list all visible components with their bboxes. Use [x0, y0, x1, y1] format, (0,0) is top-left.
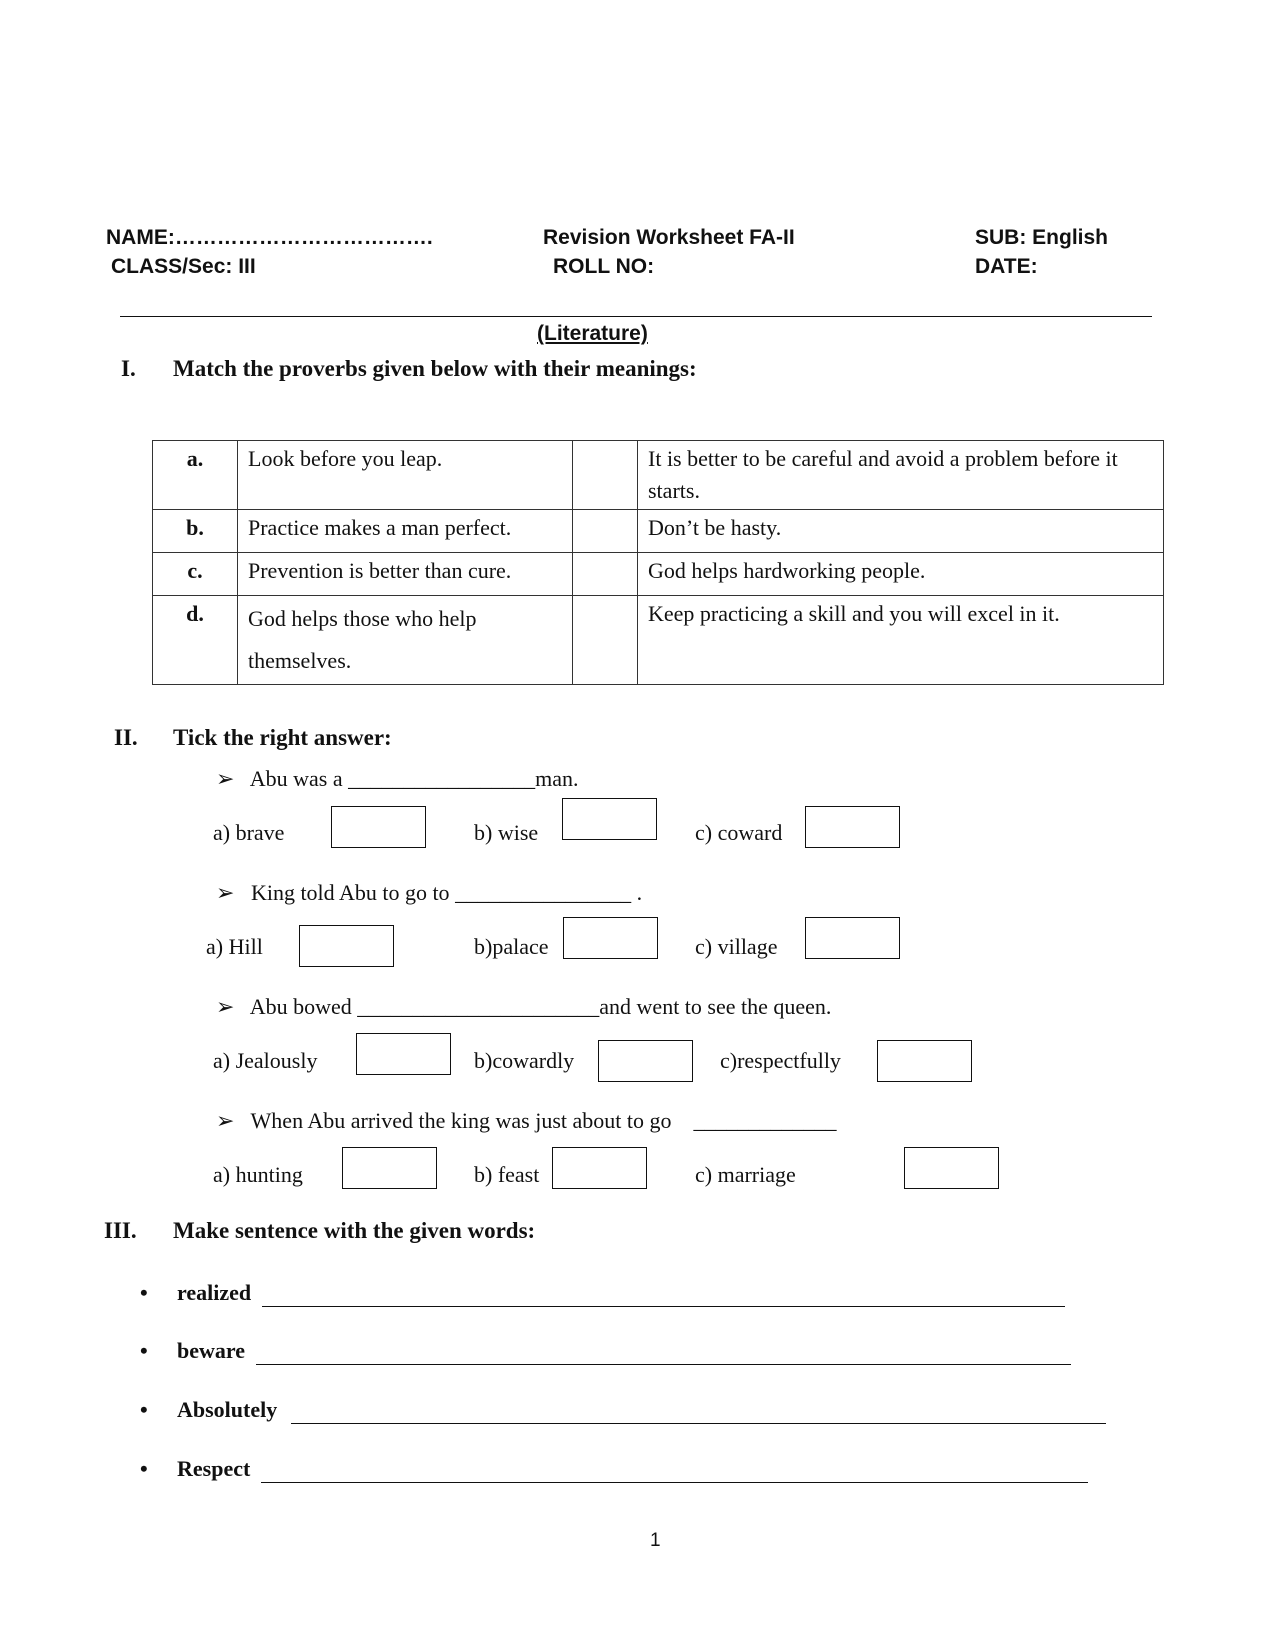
proverb-cell: Practice makes a man perfect.: [238, 510, 573, 553]
answer-blank: ______________________: [357, 994, 600, 1019]
section-1-number: I.: [121, 356, 136, 381]
option-label: a) brave: [213, 820, 285, 845]
bullet-icon: •: [140, 1280, 148, 1305]
question-text: Abu bowed: [249, 994, 352, 1019]
option-label: b)palace: [474, 934, 549, 959]
tick-box[interactable]: [342, 1147, 437, 1189]
arrow-bullet-icon: ➢: [216, 1108, 235, 1133]
subject-label: SUB: English: [975, 226, 1109, 249]
tick-box[interactable]: [356, 1033, 451, 1075]
meaning-cell: Keep practicing a skill and you will excel in it.: [638, 596, 1164, 685]
worksheet-title: Revision Worksheet FA-II: [543, 226, 795, 249]
word-label: realized: [177, 1280, 252, 1305]
option-label: b) wise: [474, 820, 539, 845]
meaning-cell: It is better to be careful and avoid a problem before it starts.: [638, 441, 1164, 510]
arrow-bullet-icon: ➢: [216, 880, 235, 905]
row-letter: a.: [153, 441, 238, 510]
section-2-number: II.: [114, 725, 138, 750]
proverb-cell: Prevention is better than cure.: [238, 553, 573, 596]
arrow-bullet-icon: ➢: [216, 766, 235, 791]
row-letter: d.: [153, 596, 238, 685]
tick-box[interactable]: [598, 1040, 693, 1082]
answer-cell[interactable]: [573, 441, 638, 510]
row-letter: b.: [153, 510, 238, 553]
class-label: CLASS/Sec: III: [111, 255, 256, 278]
question-3: [216, 994, 831, 1020]
option-label: a) Hill: [206, 934, 263, 959]
question-2: [216, 880, 642, 906]
option-label: c) coward: [695, 820, 783, 845]
word-label: beware: [177, 1338, 246, 1363]
question-text-end: and went to see the queen.: [599, 994, 832, 1019]
bullet-icon: •: [140, 1338, 148, 1363]
table-row: [153, 441, 1164, 510]
header-divider: [120, 316, 1152, 317]
question-text-end: man.: [535, 766, 579, 791]
arrow-bullet-icon: ➢: [216, 994, 235, 1019]
proverb-cell: Look before you leap.: [238, 441, 573, 510]
question-1: [216, 766, 579, 792]
answer-cell[interactable]: [573, 510, 638, 553]
answer-cell[interactable]: [573, 596, 638, 685]
answer-blank: ________________: [455, 880, 632, 905]
meaning-cell: Don’t be hasty.: [638, 510, 1164, 553]
question-text-end: .: [631, 880, 643, 905]
question-text: King told Abu to go to: [250, 880, 450, 905]
bullet-icon: •: [140, 1456, 148, 1481]
question-4: [216, 1108, 837, 1134]
bullet-icon: •: [140, 1397, 148, 1422]
section-3-number: III.: [104, 1218, 137, 1243]
answer-blank: _________________: [348, 766, 536, 791]
tick-box[interactable]: [552, 1147, 647, 1189]
literature-heading: (Literature): [537, 322, 648, 345]
word-label: Absolutely: [177, 1397, 278, 1422]
page-number: 1: [650, 1530, 661, 1551]
option-label: c)respectfully: [720, 1048, 841, 1073]
row-letter: c.: [153, 553, 238, 596]
option-label: a) hunting: [213, 1162, 303, 1187]
tick-box[interactable]: [805, 806, 900, 848]
answer-blank: _____________: [693, 1108, 837, 1133]
option-label: c) marriage: [695, 1162, 796, 1187]
section-1-title: Match the proverbs given below with their meanings:: [173, 356, 697, 381]
word-label: Respect: [177, 1456, 251, 1481]
answer-line[interactable]: [291, 1423, 1106, 1424]
table-row: [153, 510, 1164, 553]
tick-box[interactable]: [299, 925, 394, 967]
tick-box[interactable]: [877, 1040, 972, 1082]
option-label: c) village: [695, 934, 778, 959]
table-row: [153, 596, 1164, 685]
option-label: b)cowardly: [474, 1048, 575, 1073]
question-text: Abu was a: [249, 766, 343, 791]
tick-box[interactable]: [904, 1147, 999, 1189]
option-label: b) feast: [474, 1162, 540, 1187]
meaning-cell: God helps hardworking people.: [638, 553, 1164, 596]
option-label: a) Jealously: [213, 1048, 318, 1073]
name-label: NAME:……………………………….: [106, 226, 433, 249]
question-text: When Abu arrived the king was just about to go: [250, 1108, 672, 1133]
section-3-title: Make sentence with the given words:: [173, 1218, 536, 1243]
answer-line[interactable]: [262, 1306, 1065, 1307]
date-label: DATE:: [975, 255, 1038, 278]
tick-box[interactable]: [805, 917, 900, 959]
section-2-title: Tick the right answer:: [173, 725, 392, 750]
answer-cell[interactable]: [573, 553, 638, 596]
proverbs-table: [152, 440, 1164, 685]
tick-box[interactable]: [562, 798, 657, 840]
tick-box[interactable]: [563, 917, 658, 959]
tick-box[interactable]: [331, 806, 426, 848]
proverb-cell: God helps those who help themselves.: [238, 596, 573, 685]
answer-line[interactable]: [261, 1482, 1088, 1483]
table-row: [153, 553, 1164, 596]
roll-no-label: ROLL NO:: [553, 255, 655, 278]
answer-line[interactable]: [256, 1364, 1071, 1365]
